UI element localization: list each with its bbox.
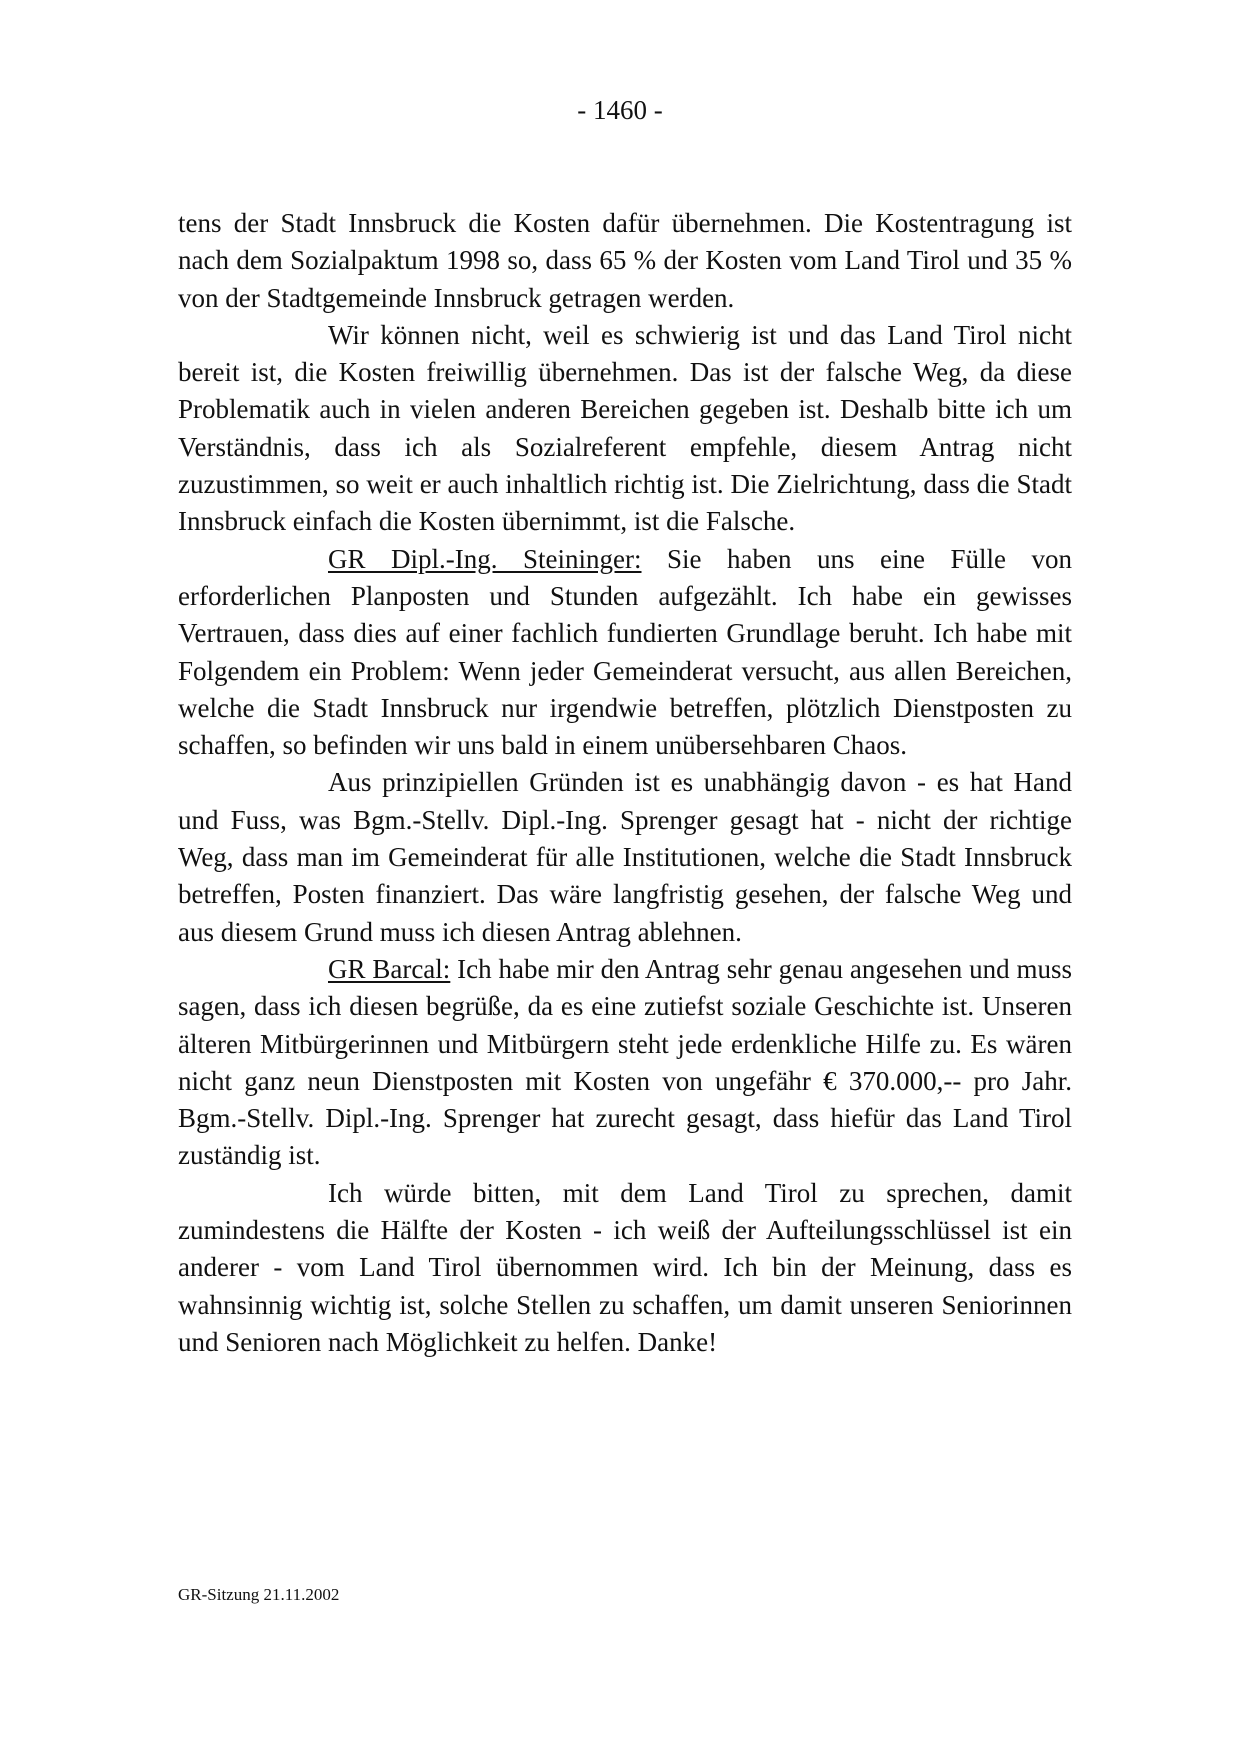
paragraph-continuation bbox=[178, 205, 1072, 317]
document-body bbox=[178, 205, 1072, 1361]
paragraph-text: tens der Stadt Innsbruck die Kosten dafür übernehmen. Die Kostentragung ist nach dem Sozialpaktum 1998 so, dass 65 % der Kosten vom Land Tirol und 35 % von der Stadtgemeinde Innsbruck getragen werden. bbox=[178, 208, 1072, 313]
speaker-name: GR Dipl.-Ing. Steininger: bbox=[328, 543, 642, 574]
paragraph-text: Aus prinzipiellen Gründen ist es unabhängig davon - es hat Hand und Fuss, was Bgm.-Stellv. Dipl.-Ing. Sprenger gesagt hat - nicht der richtige Weg, dass man im Gemeinderat für alle Institutionen, welche die Stadt Innsbruck betreffen, Posten finanziert. Das wäre langfristig gesehen, der falsche Weg und aus diesem Grund muss ich diesen Antrag ablehnen. bbox=[178, 767, 1072, 947]
page-number: - 1460 - bbox=[577, 95, 663, 125]
speaker-name: GR Barcal: bbox=[328, 953, 451, 984]
page-footer: GR-Sitzung 21.11.2002 bbox=[178, 1585, 340, 1604]
paragraph-barcal bbox=[178, 951, 1072, 1175]
paragraph-text: Sie haben uns eine Fülle von erforderlichen Planposten und Stunden aufgezählt. Ich habe ein gewisses Vertrauen, dass dies auf einer fachlich fundierten Grundlage beruht. Ich habe mit Folgendem ein Problem: Wenn jeder Gemeinderat versucht, aus allen Bereichen, welche die Stadt Innsbruck nur irgendwie betreffen, plötzlich Dienstposten zu schaffen, so befinden wir uns bald in einem unübersehbaren Chaos. bbox=[178, 543, 1073, 761]
paragraph-barcal-continued bbox=[178, 1175, 1072, 1361]
paragraph-text: Wir können nicht, weil es schwierig ist und das Land Tirol nicht bereit ist, die Kosten freiwillig übernehmen. Das ist der falsche Weg, da diese Problematik auch in vielen anderen Bereichen gegeben ist. Deshalb bitte ich um Verständnis, dass ich als Sozialreferent empfehle, diesem Antrag nicht zuzustimmen, so weit er auch inhaltlich richtig ist. Die Zielrichtung, dass die Stadt Innsbruck einfach die Kosten übernimmt, ist die Falsche. bbox=[178, 319, 1072, 537]
paragraph-text: Ich würde bitten, mit dem Land Tirol zu sprechen, damit zumindestens die Hälfte der Kosten - ich weiß der Aufteilungsschlüssel ist ein anderer - vom Land Tirol übernommen wird. Ich bin der Meinung, dass es wahnsinnig wichtig ist, solche Stellen zu schaffen, um damit unseren Seniorinnen und Senioren nach Möglichkeit zu helfen. Danke! bbox=[178, 1177, 1072, 1357]
paragraph-sozialreferent bbox=[178, 317, 1072, 541]
paragraph-steininger-continued bbox=[178, 764, 1072, 950]
paragraph-text: Ich habe mir den Antrag sehr genau angesehen und muss sagen, dass ich diesen begrüße, da es eine zutiefst soziale Geschichte ist. Unseren älteren Mitbürgerinnen und Mitbürgern steht jede erdenkliche Hilfe zu. Es wären nicht ganz neun Dienstposten mit Kosten von ungefähr € 370.000,-- pro Jahr. Bgm.-Stellv. Dipl.-Ing. Sprenger hat zurecht gesagt, dass hiefür das Land Tirol zuständig ist. bbox=[178, 953, 1073, 1171]
paragraph-steininger bbox=[178, 541, 1072, 765]
